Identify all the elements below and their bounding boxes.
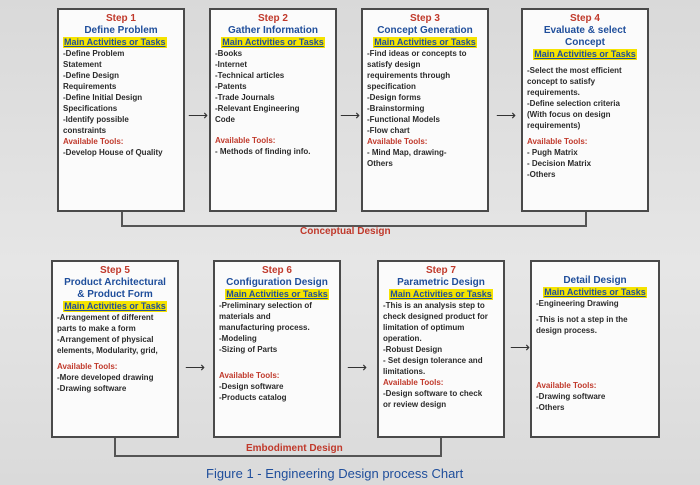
list-item: -Define Initial Design: [63, 93, 143, 102]
list-item: -Define Design: [63, 71, 120, 80]
step-title: Step 2: [257, 13, 288, 24]
arrow-right-icon: ⟶: [188, 107, 209, 123]
list-item: -Books: [215, 49, 243, 58]
list-item: -Identify possible: [63, 115, 129, 124]
step-title: Step 3: [409, 13, 440, 24]
list-item: -Arrangement of physical: [57, 335, 154, 344]
list-item: -Functional Models: [367, 115, 440, 124]
tool-item: - Decision Matrix: [527, 159, 592, 168]
activities-header: Main Activities or Tasks: [390, 289, 492, 299]
tool-item: -Others: [536, 403, 565, 412]
list-item: -Internet: [215, 60, 247, 69]
available-tools-label: Available Tools:: [527, 137, 588, 146]
activities-header: Main Activities or Tasks: [64, 301, 166, 311]
conceptual-bracket-right: [585, 212, 587, 226]
list-item: elements, Modularity, grid,: [57, 346, 158, 355]
figure-caption: Figure 1 - Engineering Design process Chart: [206, 466, 464, 481]
list-item: operation.: [383, 334, 422, 343]
list-item: -Technical articles: [215, 71, 285, 80]
list-item: -Engineering Drawing: [536, 299, 619, 308]
list-item: check designed product for: [383, 312, 488, 321]
tool-item: - Pugh Matrix: [527, 148, 578, 157]
embodiment-bracket-left: [114, 438, 116, 456]
step-subtitle: Gather Information: [227, 25, 318, 36]
arrow-right-icon: ⟶: [185, 359, 206, 375]
step-subtitle: Define Problem: [84, 25, 158, 36]
activities-header: Main Activities or Tasks: [534, 49, 636, 59]
list-item: requirements): [527, 121, 581, 130]
step-subtitle: Configuration Design: [226, 277, 328, 288]
tool-item: -Design software to check: [383, 389, 483, 398]
step-title: Step 5: [99, 265, 130, 276]
activities-header: Main Activities or Tasks: [222, 37, 324, 47]
tool-item: -More developed drawing: [57, 373, 154, 382]
list-item: -Find ideas or concepts to: [367, 49, 467, 58]
step-subtitle: Evaluate & select: [543, 25, 627, 36]
activities-header: Main Activities or Tasks: [544, 287, 646, 297]
list-item: requirements.: [527, 88, 580, 97]
conceptual-design-label: Conceptual Design: [300, 226, 391, 237]
step-subtitle: Detail Design: [563, 275, 627, 286]
tool-item: -Products catalog: [219, 393, 287, 402]
list-item: -Modeling: [219, 334, 257, 343]
list-item: design process.: [536, 326, 597, 335]
step-3-box: [361, 8, 489, 212]
list-item: satisfy design: [367, 60, 421, 69]
available-tools-label: Available Tools:: [367, 137, 428, 146]
tool-item: -Develop House of Quality: [63, 148, 163, 157]
list-item: requirements through: [367, 71, 451, 80]
step-subtitle: Concept Generation: [377, 25, 473, 36]
step-1-box: [57, 8, 185, 212]
list-item: -Design forms: [367, 93, 421, 102]
arrow-right-icon: ⟶: [347, 359, 368, 375]
step-2-box: [209, 8, 337, 212]
list-item: Statement: [63, 60, 102, 69]
step-subtitle: Product Architectural: [64, 277, 166, 288]
step-7-box: [377, 260, 505, 438]
available-tools-label: Available Tools:: [215, 136, 276, 145]
list-item: Requirements: [63, 82, 117, 91]
embodiment-design-label: Embodiment Design: [246, 443, 343, 454]
list-item: concept to satisfy: [527, 77, 596, 86]
embodiment-bracket-right: [440, 438, 442, 456]
available-tools-label: Available Tools:: [383, 378, 444, 387]
tool-item: -Others: [527, 170, 556, 179]
list-item: -Flow chart: [367, 126, 410, 135]
tool-item: or review design: [383, 400, 447, 409]
tool-item: - Methods of finding info.: [215, 147, 311, 156]
step-4-box: [521, 8, 649, 212]
tool-item: -Drawing software: [536, 392, 606, 401]
list-item: Specifications: [63, 104, 118, 113]
step-subtitle: Concept: [565, 37, 605, 48]
list-item: (With focus on design: [527, 110, 611, 119]
list-item: specification: [367, 82, 416, 91]
list-item: limitation of optimum: [383, 323, 465, 332]
list-item: -Define Problem: [63, 49, 125, 58]
list-item: -Brainstorming: [367, 104, 425, 113]
step-5-box: [51, 260, 179, 438]
list-item: Code: [215, 115, 235, 124]
activities-header: Main Activities or Tasks: [64, 37, 166, 47]
available-tools-label: Available Tools:: [63, 137, 124, 146]
step-title: Step 7: [425, 265, 456, 276]
activities-header: Main Activities or Tasks: [226, 289, 328, 299]
list-item: -Select the most efficient: [527, 66, 622, 75]
list-item: -Preliminary selection of: [219, 301, 312, 310]
step-title: Step 1: [105, 13, 136, 24]
arrow-right-icon: ⟶: [340, 107, 361, 123]
list-item: materials and: [219, 312, 271, 321]
list-item: -Define selection criteria: [527, 99, 620, 108]
list-item: constraints: [63, 126, 107, 135]
tool-item: Others: [367, 159, 393, 168]
list-item: parts to make a form: [57, 324, 136, 333]
available-tools-label: Available Tools:: [536, 381, 597, 390]
list-item: -Arrangement of different: [57, 313, 154, 322]
step-subtitle: Parametric Design: [397, 277, 485, 288]
conceptual-bracket-left: [121, 212, 123, 226]
list-item: -Trade Journals: [215, 93, 275, 102]
list-item: -Patents: [215, 82, 247, 91]
list-item: -Relevant Engineering: [215, 104, 300, 113]
tool-item: - Mind Map, drawing-: [367, 148, 447, 157]
detail-design-box: [530, 260, 660, 438]
arrow-right-icon: ⟶: [510, 339, 531, 355]
list-item: limitations.: [383, 367, 426, 376]
list-item: -This is not a step in the: [536, 315, 628, 324]
available-tools-label: Available Tools:: [219, 371, 280, 380]
list-item: - Set design tolerance and: [383, 356, 483, 365]
activities-header: Main Activities or Tasks: [374, 37, 476, 47]
available-tools-label: Available Tools:: [57, 362, 118, 371]
tool-item: -Drawing software: [57, 384, 127, 393]
step-title: Step 4: [569, 13, 600, 24]
list-item: manufacturing process.: [219, 323, 310, 332]
step-title: Step 6: [261, 265, 292, 276]
step-subtitle: & Product Form: [77, 289, 153, 300]
list-item: -This is an analysis step to: [383, 301, 485, 310]
tool-item: -Design software: [219, 382, 284, 391]
embodiment-bracket-bottom: [114, 455, 442, 457]
list-item: -Sizing of Parts: [219, 345, 278, 354]
arrow-right-icon: ⟶: [496, 107, 517, 123]
list-item: -Robust Design: [383, 345, 443, 354]
step-6-box: [213, 260, 341, 438]
